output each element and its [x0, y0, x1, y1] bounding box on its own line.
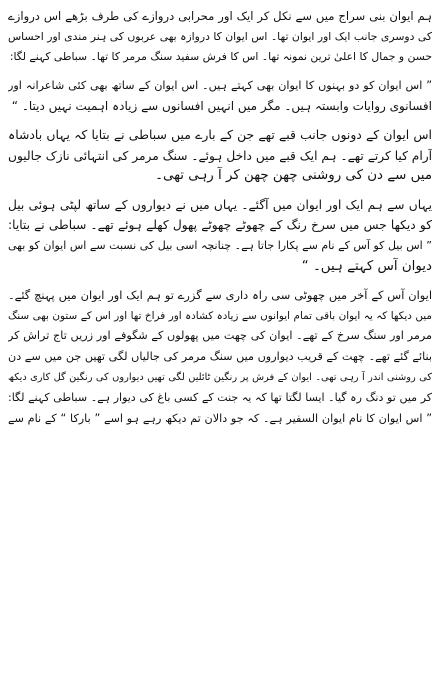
text-line: مرمر اور سنگ سرخ کے تھے۔ ایوان کی چھت میں پھولوں کے شگوفے اور زریں تاج تراش کر	[8, 329, 432, 343]
text-line: اس ایوان کے دونوں جانب قبے تھے جن کے بارے میں سباطی نے بتایا کہ یہاں بادشاہ	[8, 126, 432, 142]
paragraph-1	[8, 6, 432, 68]
paragraph-4	[8, 195, 432, 277]
paragraph-3	[8, 125, 432, 187]
text-line: بنائے گئے تھے۔ چھت کے قریب دیواروں میں سنگ مرمر کی جالیاں لگی تھیں جن میں سے دن	[8, 349, 432, 363]
text-line: یہاں سے ہم ایک اور ایوان میں آگئے۔ یہاں میں نے دیواروں کے ساتھ لپٹی ہوئی بیل	[8, 197, 432, 212]
paragraph-2	[8, 76, 432, 117]
paragraph-5	[8, 285, 432, 429]
paragraph-gap	[8, 277, 432, 285]
text-line: آرام کیا کرتے تھے۔ ہم ایک قبے میں داخل ہوئے۔ سنگ مرمر کی انتہائی نازک جالیوں	[8, 148, 432, 163]
text-line: دیوان آس کہتے ہیں۔ “	[301, 258, 432, 274]
text-line: میں سے دن کی روشنی چھن چھن کر آ رہی تھی۔	[155, 168, 432, 184]
text-line: ” اس ایوان کو دو بہنوں کا ایوان بھی کہتے ہیں۔ اس ایوان کے ساتھ بھی کئی شاعرانہ اور	[8, 78, 432, 92]
text-line: افسانوی روایات وابستہ ہیں۔ مگر میں انہیں افسانوں سے زیادہ اہمیت نہیں دیتا۔ “	[11, 99, 432, 114]
text-line: کو دیکھا جس میں سرخ رنگ کے چھوٹے چھوٹے پھول کھلے ہوئے تھے۔ سباطی نے بتایا:	[8, 218, 432, 233]
text-line: ” اس بیل کو آس کے نام سے پکارا جاتا ہے۔ چنانچہ اسی بیل کی نسبت سے اس ایوان کو بھی	[8, 238, 432, 252]
text-line: ہم ایوان بنی سراج میں سے نکل کر ایک اور محرابی دروازے کی طرف بڑھے اس دروازے	[8, 9, 432, 23]
text-line: ایوان آس کے آخر میں چھوٹی سی راہ داری سے گزرے تو ہم ایک اور ایوان میں پہنچ گئے۔	[8, 288, 432, 303]
text-line: میں دیکھا کہ یہ ایوان باقی تمام ایوانوں سے زیادہ کشادہ اور فراخ تھا اور اس کے ستون بھی سنگ	[8, 309, 432, 322]
text-line: ” اس ایوان کا نام ایوان السفیر ہے۔ کہ جو دالان تم دیکھ رہے ہو اسے ” بارکا “ کے نام سے	[8, 411, 432, 425]
text-line: کی دوسری جانب ایک اور ایوان تھا۔ اس ایوان کا دروازہ بھی عربوں کی ہنر مندی اور احساس	[8, 29, 432, 43]
text-line: کر میں تو دنگ رہ گیا۔ ایسا لگتا تھا کہ یہ جنت کے کسی باغ کی دیوار ہے۔ سباطی کہنے لگا:	[8, 391, 432, 405]
paragraph-gap	[8, 68, 432, 76]
text-line: کی روشنی اندر آ رہی تھی۔ ایوان کے فرش پر رنگین ٹائلیں لگی تھیں دیواروں کی رنگین گل کاری دیکھ	[8, 371, 432, 383]
paragraph-gap	[8, 117, 432, 125]
text-line: حسن و جمال کا اعلیٰ ترین نمونہ تھا۔ اس کا فرش سفید سنگ مرمر کا تھا۔ سباطی کہنے لگا:	[9, 50, 432, 64]
paragraph-gap	[8, 187, 432, 195]
